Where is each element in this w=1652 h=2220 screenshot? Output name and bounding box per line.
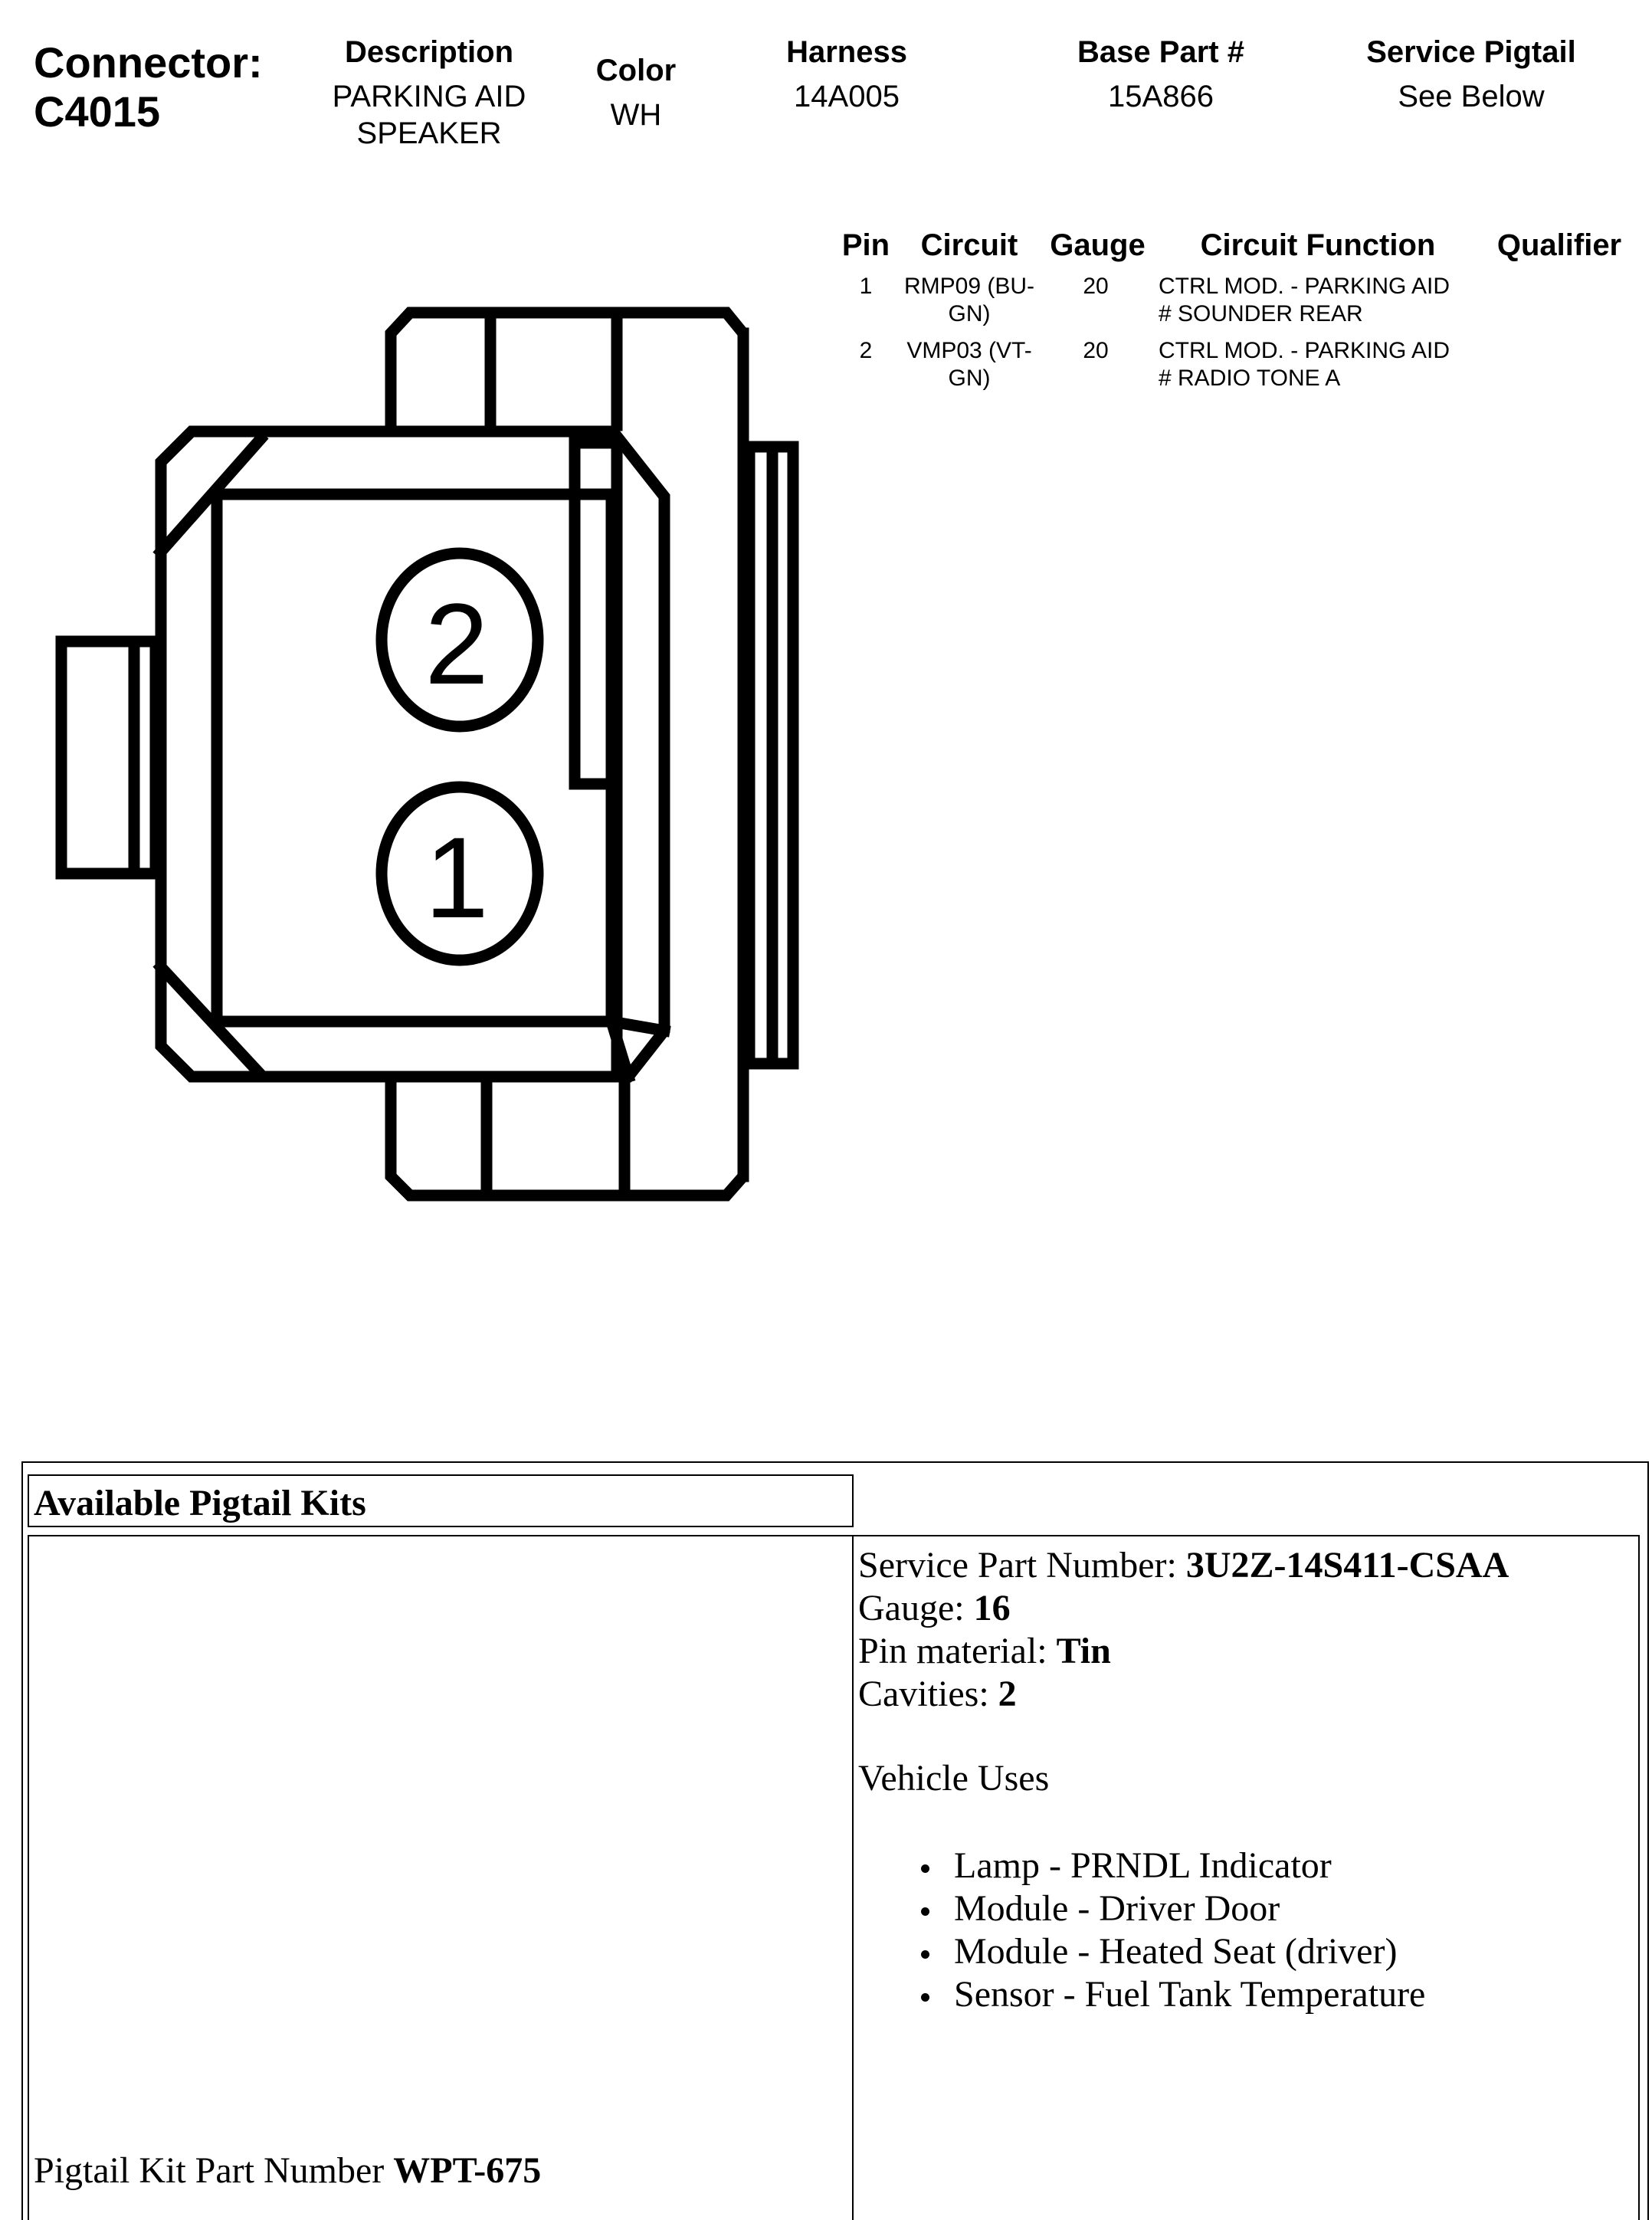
vehicle-uses-list bbox=[858, 1845, 1509, 2016]
service-pigtail-label: Service Pigtail bbox=[1366, 35, 1576, 69]
list-item: Module - Driver Door bbox=[858, 1887, 1509, 1930]
harness-value: 14A005 bbox=[794, 80, 900, 113]
pin-header: Pin bbox=[841, 228, 890, 262]
service-part-value: 3U2Z-14S411-CSAA bbox=[1185, 1545, 1509, 1585]
description-value-line1: PARKING AID bbox=[332, 80, 526, 113]
left-tab bbox=[61, 641, 156, 874]
circuit-name bbox=[893, 273, 1046, 328]
gauge-value: 20 bbox=[1083, 274, 1109, 299]
base-part-label: Base Part # bbox=[1077, 35, 1244, 69]
qualifier-header: Qualifier bbox=[1496, 228, 1622, 262]
function-line: # RADIO TONE A bbox=[1159, 366, 1341, 391]
base-part-column bbox=[1050, 34, 1272, 115]
pigtail-heading: Available Pigtail Kits bbox=[34, 1483, 366, 1523]
vehicle-uses-label: Vehicle Uses bbox=[858, 1758, 1050, 1799]
cavities-value: 2 bbox=[998, 1674, 1017, 1714]
description-value-line2: SPEAKER bbox=[356, 116, 502, 150]
list-item: Module - Heated Seat (driver) bbox=[858, 1930, 1509, 1973]
connector-id: C4015 bbox=[34, 87, 161, 136]
gauge-header: Gauge bbox=[1050, 228, 1146, 262]
function-line: CTRL MOD. - PARKING AID bbox=[1159, 338, 1450, 363]
pigtail-details-cell bbox=[852, 1535, 1640, 2220]
pin-material-label: Pin material: bbox=[858, 1631, 1057, 1671]
service-pigtail-column bbox=[1341, 34, 1601, 115]
function-line: CTRL MOD. - PARKING AID bbox=[1159, 274, 1450, 299]
service-part-label: Service Part Number: bbox=[858, 1545, 1186, 1585]
service-pigtail-value: See Below bbox=[1398, 80, 1545, 113]
gauge-value: 16 bbox=[973, 1588, 1011, 1628]
service-part-number bbox=[858, 1544, 1509, 1587]
pigtail-details bbox=[858, 1544, 1509, 2016]
kit-part-value: WPT-675 bbox=[393, 2150, 542, 2191]
gauge-line bbox=[858, 1587, 1509, 1630]
cavities-label: Cavities: bbox=[858, 1674, 998, 1714]
kit-part-label: Pigtail Kit Part Number bbox=[34, 2150, 394, 2191]
pin-number: 1 bbox=[859, 274, 873, 299]
pin-1-label: 1 bbox=[424, 813, 489, 942]
circuit-function bbox=[1159, 337, 1480, 392]
bottom-latch bbox=[391, 1080, 743, 1195]
pin-material-line bbox=[858, 1630, 1509, 1673]
color-value: WH bbox=[610, 98, 662, 132]
gauge-value: 20 bbox=[1083, 338, 1109, 363]
circuit-line: VMP03 (VT- bbox=[906, 338, 1032, 363]
pigtail-kit-part-number bbox=[34, 2149, 541, 2192]
connector-face-diagram bbox=[0, 0, 843, 1241]
connector-label: Connector: bbox=[34, 38, 263, 87]
circuit-line: RMP09 (BU- bbox=[903, 274, 1035, 299]
base-part-value: 15A866 bbox=[1108, 80, 1214, 113]
circuit-name bbox=[893, 337, 1046, 392]
circuit-line: GN) bbox=[948, 301, 991, 326]
connector-body bbox=[161, 431, 664, 1077]
circuit-line: GN) bbox=[948, 366, 991, 391]
list-item: Sensor - Fuel Tank Temperature bbox=[858, 1973, 1509, 2016]
description-label: Description bbox=[344, 35, 514, 69]
pin-2-label: 2 bbox=[424, 579, 489, 708]
circuit-function bbox=[1159, 273, 1480, 328]
gauge-label: Gauge: bbox=[858, 1588, 974, 1628]
list-item: Lamp - PRNDL Indicator bbox=[858, 1845, 1509, 1887]
cavities-line bbox=[858, 1673, 1509, 1716]
color-label: Color bbox=[595, 54, 677, 87]
pin-number: 2 bbox=[859, 338, 873, 363]
pin-material-value: Tin bbox=[1056, 1631, 1111, 1671]
harness-label: Harness bbox=[786, 35, 907, 69]
function-line: # SOUNDER REAR bbox=[1159, 301, 1363, 326]
pigtail-image-cell bbox=[28, 1535, 854, 2220]
top-latch bbox=[391, 313, 743, 425]
circuit-function-header: Circuit Function bbox=[1200, 228, 1436, 262]
pigtail-heading-cell bbox=[28, 1474, 854, 1527]
circuit-header: Circuit bbox=[920, 228, 1018, 262]
